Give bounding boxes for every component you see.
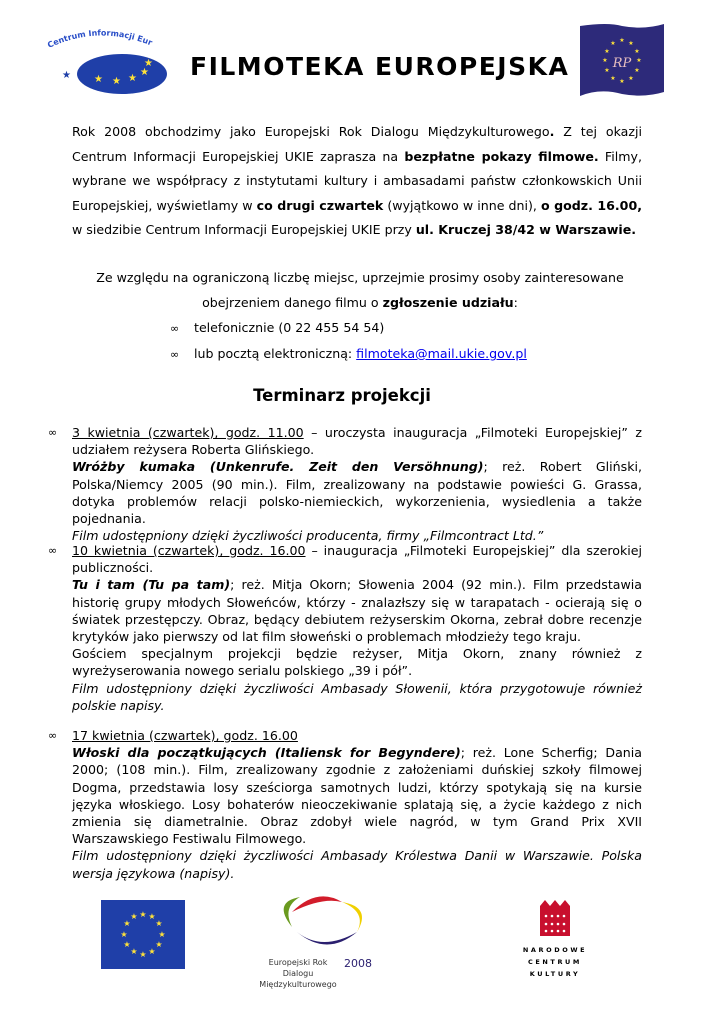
film-title: Włoski dla początkujących (Italiensk for Begyndere) [72,745,461,761]
rp-eu-flag-logo [578,22,666,98]
screening-date: 3 kwietnia (czwartek), godz. 11.00 [72,425,304,440]
svg-text:★: ★ [628,40,634,47]
address-text: ul. Kruczej 38/42 w Warszawie. [415,222,637,237]
contact-phone [170,315,527,341]
infinity-bullet-icon: ∞ [48,426,58,439]
film-description: ; reż. Robert Gliński, Polska/Niemcy 2005 (90 min.). Film, zrealizowany na podstawie powieści G. Grassa, dotyka problemów relacji polsko-niemieckich, wykorzenienia, wysiedlenia a także pojednania. [72,459,643,527]
svg-text:★: ★ [610,75,616,82]
intro-text: (wyjątkowo w inne dni), [383,197,541,213]
svg-text:Centrum Informacji Europejskie: Centrum Informacji Eur [46,28,154,50]
event-text: – uroczysta inauguracja „Filmoteki Europejskiej” z udziałem reżysera Roberta Glińskiego. [72,425,642,458]
svg-text:★: ★ [139,950,147,959]
schedule-item [48,727,642,882]
event-text: – inauguracja „Filmoteki Europejskiej” dla szerokiej publiczności. [72,543,642,576]
film-description: ; reż. Lone Scherfig; Dania 2000; (108 min.). Film, zrealizowany zgodnie z założeniami duńskiej szkoły filmowej Dogma, przedstawia losy sześciorga samotnych ludzi, którzy spotykają się na kursie języka włoskiego. Losy bohaterów nieoczekiwanie splatają się, a życie każdego z nich zmienia się diametralnie. Obraz zdobył wiele nagród, w tym Grand Prix XVII Warszawskiego Festiwalu Filmowego. [72,745,642,847]
svg-text:★: ★ [634,48,640,55]
svg-text:★: ★ [610,40,616,47]
nck-line3: KULTURY [529,970,581,978]
svg-text:★: ★ [619,37,625,44]
schedule-heading: Terminarz projekcji [253,386,431,405]
infinity-bullet-icon: ∞ [48,544,58,557]
film-note: Film udostępniony dzięki życzliwości Ambasady Słowenii, która przygotowuje również polskie napisy. [72,680,642,713]
svg-text:★: ★ [634,67,640,74]
svg-text:★: ★ [628,75,634,82]
registration-paragraph [60,266,660,315]
screening-date: 10 kwietnia (czwartek), godz. 16.00 [72,543,306,558]
svg-text:★: ★ [604,67,610,74]
free-screenings-text: bezpłatne pokazy filmowe. [404,148,599,164]
nck-crown-icon [540,900,570,936]
schedule-item [48,424,643,544]
dialogue-logo-line1: Europejski Rok Dialogu [268,958,328,978]
svg-text:★: ★ [123,940,131,949]
intro-text: . [549,124,555,139]
svg-text:★: ★ [619,78,625,85]
film-title: Tu i tam (Tu pa tam) [72,577,231,593]
contact-list [170,315,527,367]
schedule-item [48,542,642,714]
schedule-frequency-text: co drugi czwartek [256,197,384,213]
film-note: Film udostępniony dzięki życzliwości producenta, firmy „Filmcontract Ltd.” [72,528,544,544]
svg-text:★: ★ [148,947,156,956]
cie-logo [44,26,174,94]
svg-text:★: ★ [123,919,131,928]
svg-text:★: ★ [62,70,71,81]
nck-logo-text [520,944,590,980]
svg-text:★: ★ [602,57,608,64]
registration-colon: : [513,294,518,310]
infinity-bullet-icon: ∞ [170,348,180,361]
infinity-bullet-icon: ∞ [48,729,58,742]
intercultural-dialogue-2008-logo [252,887,382,990]
page-title: FILMOTEKA EUROPEJSKA [190,52,570,81]
intro-text: Z tej okazji Centrum Informacji Europejskiej UKIE zaprasza na [72,124,642,164]
nck-line2: CENTRUM [527,958,583,966]
film-description: ; reż. Mitja Okorn; Słowenia 2004 (92 min.). Film przedstawia historię grupy młodych Słoweńców, którzy - znalazłszy się w tarapatach - ocierają się o światek przestępczy. Obraz, będący debiutem reżyserskim Okorna, zebrał dobre recenzje krytyków jako pierwszy od lat film słoweński o problemach młodzieży tego kraju. [72,577,642,645]
intro-text: w siedzibie Centrum Informacji Europejskiej UKIE przy [72,222,416,237]
svg-text:★: ★ [130,912,138,921]
nck-line1: NARODOWE [522,946,588,954]
intro-paragraph [72,120,642,243]
svg-text:★: ★ [148,912,156,921]
email-link[interactable]: filmoteka@mail.ukie.gov.pl [356,346,527,361]
svg-text:★: ★ [128,73,137,84]
svg-text:★: ★ [604,48,610,55]
svg-text:★: ★ [155,919,163,928]
special-guest-text: Gościem specjalnym projekcji będzie reżyser, Mitja Okorn, znany również z wyreżyserowania nowego serialu polskiego „39 i pół”. [72,646,642,679]
svg-text:★: ★ [144,58,153,69]
intro-text: Filmy, wybrane we współpracy z instytutami kultury i ambasadami państw członkowskich Unii Europejskiej, wyświetlamy w [72,148,642,213]
svg-text:★: ★ [120,930,128,939]
svg-text:RP: RP [612,56,632,71]
svg-text:★: ★ [155,940,163,949]
svg-text:★: ★ [139,910,147,919]
infinity-bullet-icon: ∞ [170,322,180,335]
contact-email [170,341,527,367]
dialogue-logo-year: 2008 [344,957,372,970]
film-note: Film udostępniony dzięki życzliwości Ambasady Królestwa Danii w Warszawie. Polska wersja językowa (napisy). [72,848,642,881]
screening-time-text: o godz. 16.00, [541,197,642,213]
film-title: Wróżby kumaka (Unkenrufe. Zeit den Versöhnung) [72,459,484,475]
svg-text:★: ★ [636,57,642,64]
svg-text:★: ★ [130,947,138,956]
eu-flag-logo [101,900,185,969]
intro-text: Rok 2008 obchodzimy jako Europejski Rok Dialogu Międzykulturowego [72,124,550,139]
registration-text: Ze względu na ograniczoną liczbę miejsc, uprzejmie prosimy osoby zainteresowane obejrzeniem danego filmu o [96,270,624,310]
svg-text:★: ★ [112,76,121,87]
registration-bold: zgłoszenie udziału [382,294,514,310]
svg-text:★: ★ [94,74,103,85]
dialogue-logo-line2: Międzykulturowego [259,980,337,989]
email-label: lub pocztą elektroniczną: [194,346,357,361]
phone-text: telefonicznie (0 22 455 54 54) [194,320,385,335]
screening-date: 17 kwietnia (czwartek), godz. 16.00 [72,728,298,743]
svg-text:★: ★ [158,930,166,939]
svg-text:★: ★ [140,67,149,78]
